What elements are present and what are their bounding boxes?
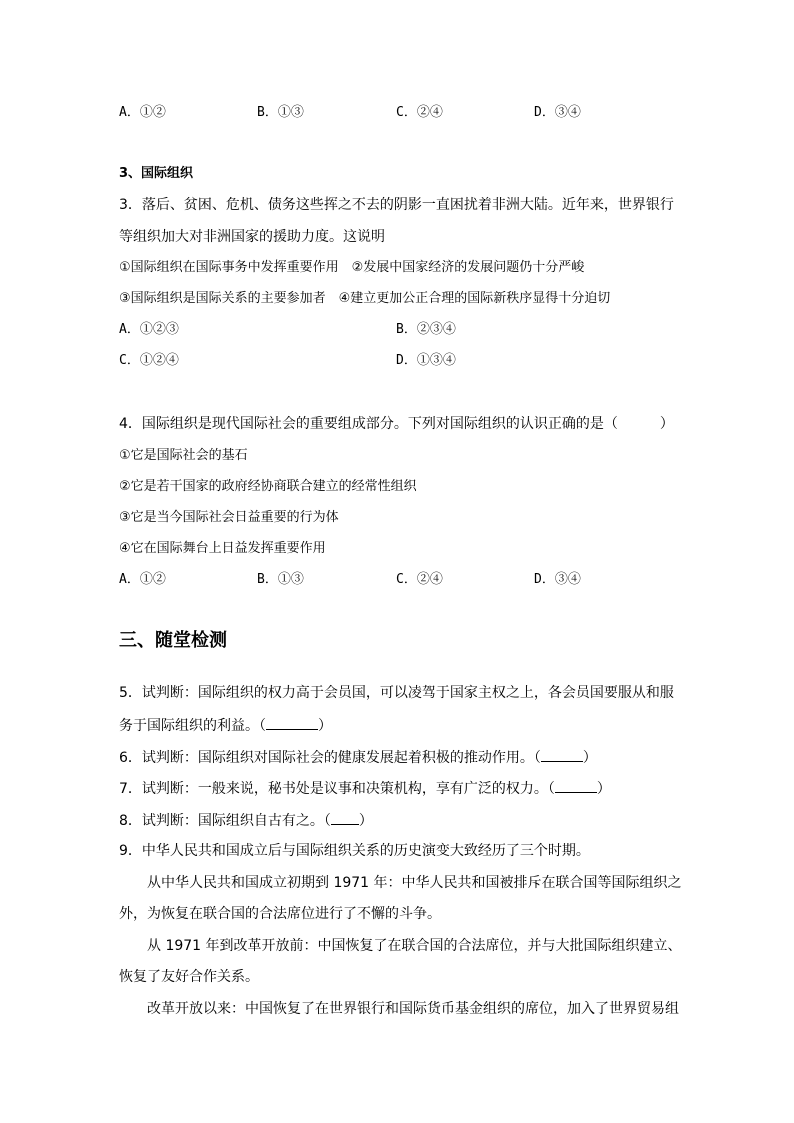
q8 — [119, 810, 373, 831]
q3-items-line1: ①国际组织在国际事务中发挥重要作用 ②发展中国家经济的发展问题仍十分严峻 — [119, 260, 585, 275]
q5-line1: 5．试判断：国际组织的权力高于会员国，可以凌驾于国家主权之上，各会员国要服从和服 — [119, 685, 674, 701]
q4-option-b: B．①③ — [257, 572, 304, 587]
q4-item-2: ②它是若干国家的政府经协商联合建立的经常性组织 — [119, 479, 417, 494]
q6-close-paren: ） — [582, 750, 597, 766]
q5-line2 — [119, 715, 332, 736]
q6-answer-blank[interactable] — [541, 747, 583, 762]
q6 — [119, 747, 597, 768]
q3-option-a: A．①②③ — [119, 322, 179, 337]
q7-text: 7．试判断：一般来说，秘书处是议事和决策机构，享有广泛的权力。（ — [119, 781, 555, 797]
q3-option-d: D．①③④ — [396, 353, 456, 368]
q7-answer-blank[interactable] — [555, 778, 597, 793]
q5-answer-blank[interactable] — [266, 715, 318, 730]
q8-close-paren: ） — [358, 813, 373, 829]
period-1-line1: 从中华人民共和国成立初期到 1971 年：中华人民共和国被排斥在联合国等国际组织之 — [147, 875, 682, 891]
q4-option-d: D．③④ — [534, 572, 581, 587]
option-b: B．①③ — [257, 105, 304, 120]
section-heading-international-orgs: 3、国际组织 — [119, 166, 194, 181]
section-heading-class-check: 三、随堂检测 — [119, 630, 227, 651]
period-2-line2: 恢复了友好合作关系。 — [119, 969, 259, 985]
q4-item-4: ④它在国际舞台上日益发挥重要作用 — [119, 541, 326, 556]
q5-line2-text: 务于国际组织的利益。（ — [119, 718, 266, 734]
option-a: A．①② — [119, 105, 166, 120]
q3-option-b: B．②③④ — [396, 322, 456, 337]
q3-stem-line2: 等组织加大对非洲国家的援助力度。这说明 — [119, 229, 385, 245]
q7-close-paren: ） — [596, 781, 611, 797]
q3-items-line2: ③国际组织是国际关系的主要参加者 ④建立更加公正合理的国际新秩序显得十分迫切 — [119, 291, 611, 306]
q7 — [119, 778, 611, 799]
q4-option-c: C．②④ — [396, 572, 443, 587]
q3-option-c: C．①②④ — [119, 353, 179, 368]
q3-stem-line1: 3．落后、贫困、危机、债务这些挥之不去的阴影一直困扰着非洲大陆。近年来，世界银行 — [119, 197, 674, 213]
q8-answer-blank[interactable] — [331, 810, 359, 825]
q8-text: 8．试判断：国际组织自古有之。（ — [119, 813, 331, 829]
q4-item-3: ③它是当今国际社会日益重要的行为体 — [119, 510, 339, 525]
q4-stem: 4．国际组织是现代国际社会的重要组成部分。下列对国际组织的认识正确的是（ ） — [119, 416, 674, 432]
q5-close-paren: ） — [318, 718, 332, 734]
q4-option-a: A．①② — [119, 572, 166, 587]
q9-stem: 9．中华人民共和国成立后与国际组织关系的历史演变大致经历了三个时期。 — [119, 843, 590, 859]
option-d: D．③④ — [534, 105, 581, 120]
q6-text: 6．试判断：国际组织对国际社会的健康发展起着积极的推动作用。（ — [119, 750, 541, 766]
q4-item-1: ①它是国际社会的基石 — [119, 448, 248, 463]
period-1-line2: 外，为恢复在联合国的合法席位进行了不懈的斗争。 — [119, 906, 441, 922]
period-2-line1: 从 1971 年到改革开放前：中国恢复了在联合国的合法席位，并与大批国际组织建立、 — [147, 938, 682, 954]
period-3-line1: 改革开放以来：中国恢复了在世界银行和国际货币基金组织的席位，加入了世界贸易组 — [147, 1001, 679, 1017]
option-c: C．②④ — [396, 105, 443, 120]
